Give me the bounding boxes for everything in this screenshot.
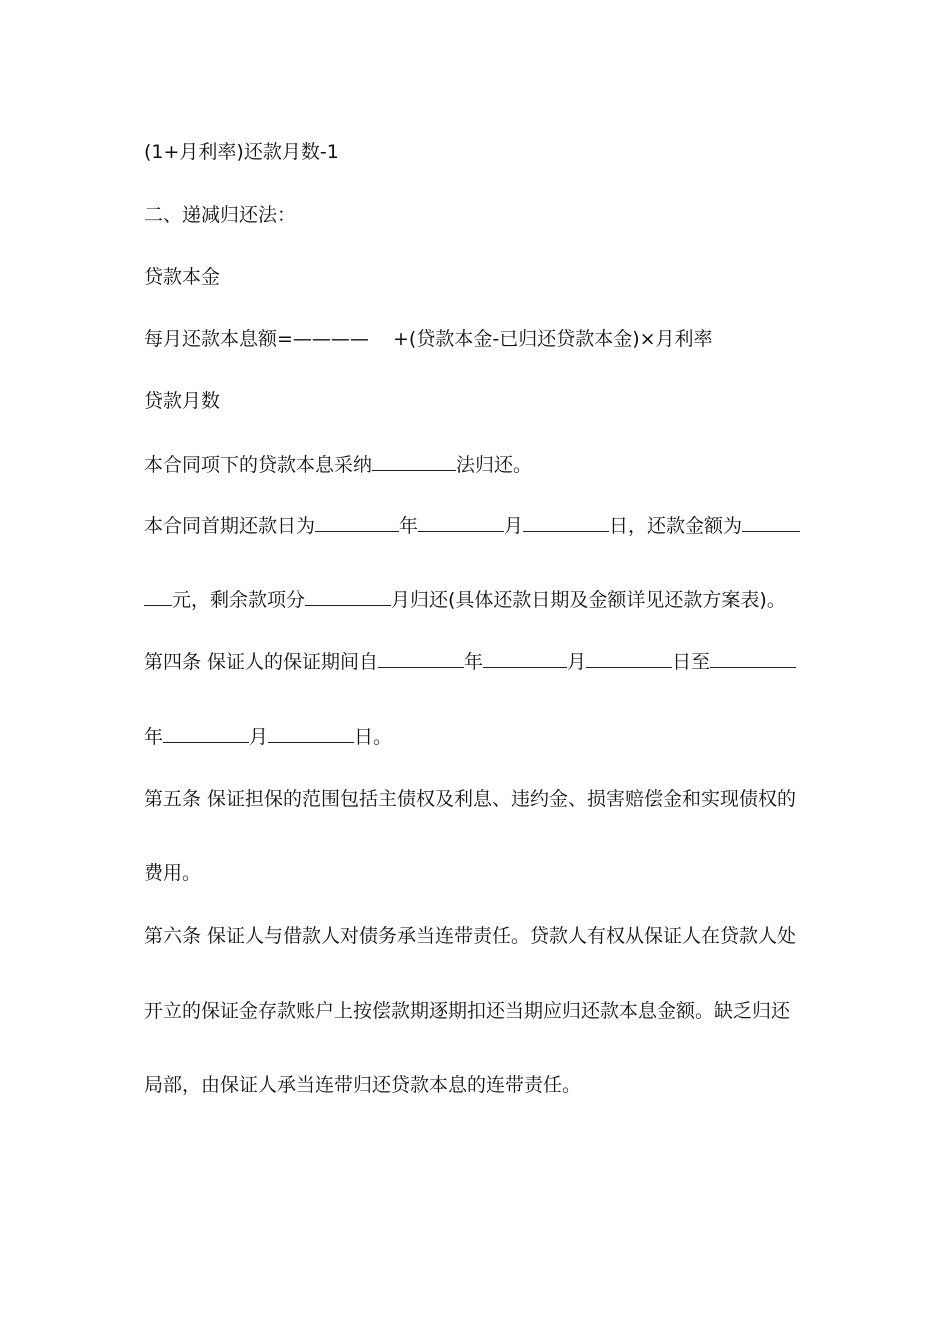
text: 元，剩余款项分 xyxy=(172,589,306,611)
formula-rhs: +(贷款本金-已归还贷款本金)×月利率 xyxy=(393,328,713,350)
article-6-line-2: 开立的保证金存款账户上按偿款期逐期扣还当期应归还款本息金额。缺乏归还 xyxy=(144,1000,791,1022)
text: 月归还(具体还款日期及金额详见还款方案表)。 xyxy=(391,589,786,611)
formula-lhs: 每月还款本息额=———— xyxy=(144,328,369,350)
first-payment-line-1 xyxy=(144,513,800,538)
text: 年 xyxy=(144,726,164,748)
text: 月 xyxy=(504,515,524,537)
fill-blank[interactable] xyxy=(144,587,172,606)
fill-blank[interactable] xyxy=(742,513,800,532)
article-4-line-2 xyxy=(144,724,392,749)
text: 年 xyxy=(464,651,484,673)
fill-blank[interactable] xyxy=(372,452,456,471)
fill-blank[interactable] xyxy=(418,513,504,532)
section-heading: 二、递减归还法： xyxy=(144,204,297,226)
text: 日，还款金额为 xyxy=(609,515,743,537)
article-6-line-1: 第六条 保证人与借款人对债务承当连带责任。贷款人有权从保证人在贷款人处 xyxy=(144,925,797,947)
formula-numerator: 贷款本金 xyxy=(144,266,221,288)
fill-blank[interactable] xyxy=(523,513,609,532)
formula-text: (1+月利率)还款月数-1 xyxy=(144,141,339,163)
fill-blank[interactable] xyxy=(315,513,399,532)
text: 月 xyxy=(567,651,587,673)
article-5-line-2: 费用。 xyxy=(144,862,202,884)
article-5-line-1: 第五条 保证担保的范围包括主债权及利息、违约金、损害赔偿金和实现债权的 xyxy=(144,788,797,810)
fill-blank[interactable] xyxy=(483,649,567,668)
text: 日。 xyxy=(354,726,393,748)
fill-blank[interactable] xyxy=(710,649,796,668)
article-4-line-1 xyxy=(144,649,796,674)
formula-denominator: 贷款月数 xyxy=(144,390,221,412)
first-payment-line-2 xyxy=(144,587,786,612)
formula-annuity-denominator xyxy=(144,140,339,164)
fill-blank[interactable] xyxy=(378,649,464,668)
text: 日至 xyxy=(672,651,711,673)
fill-blank[interactable] xyxy=(305,587,391,606)
fill-blank[interactable] xyxy=(586,649,672,668)
text: 第四条 保证人的保证期间自 xyxy=(144,651,379,673)
text: 月 xyxy=(249,726,269,748)
text: 本合同首期还款日为 xyxy=(144,515,316,537)
text: 法归还。 xyxy=(456,454,533,476)
formula-equation xyxy=(144,327,713,351)
text: 本合同项下的贷款本息采纳 xyxy=(144,454,373,476)
article-6-line-3: 局部，由保证人承当连带归还贷款本息的连带责任。 xyxy=(144,1074,582,1096)
fill-blank[interactable] xyxy=(163,724,249,743)
repayment-method-line xyxy=(144,452,532,477)
text: 年 xyxy=(399,515,419,537)
fill-blank[interactable] xyxy=(268,724,354,743)
